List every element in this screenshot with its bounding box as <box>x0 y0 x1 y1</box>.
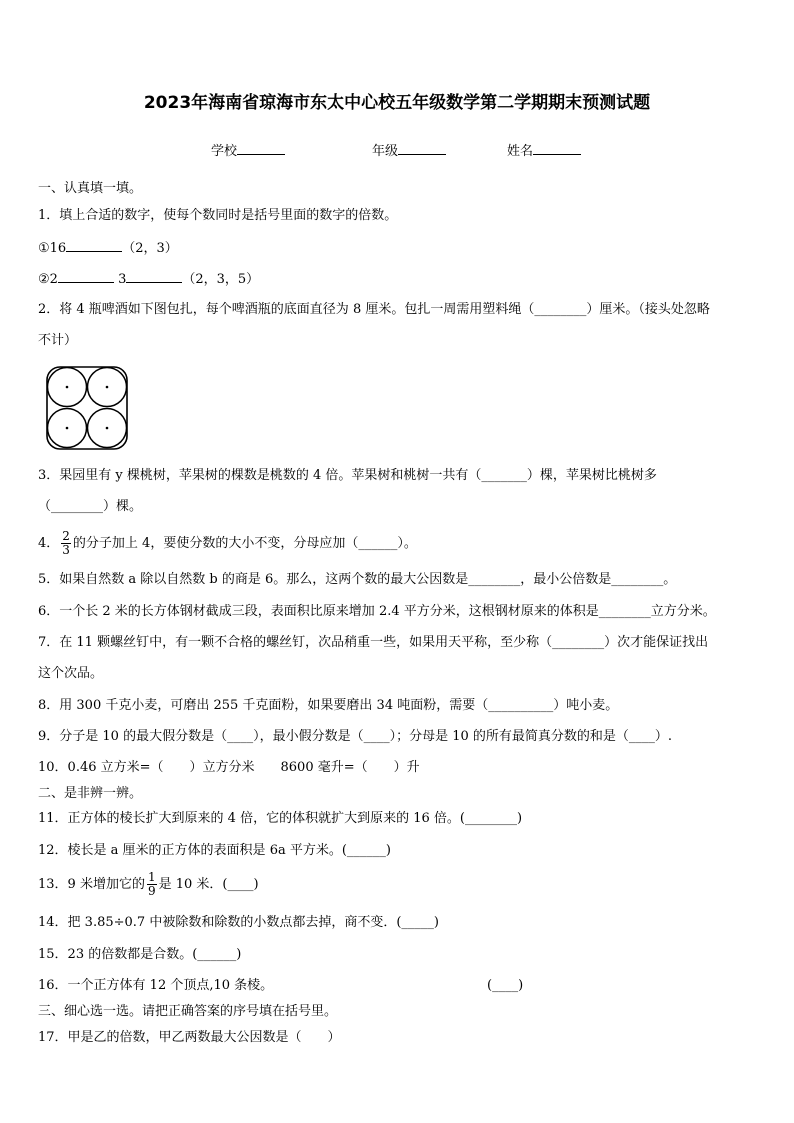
school-blank[interactable] <box>237 142 285 155</box>
circled-number-2: ② <box>38 272 50 287</box>
answer-blank[interactable] <box>126 270 182 283</box>
section-heading-3: 三、细心选一选。请把正确答案的序号填在括号里。 <box>38 1004 338 1019</box>
fraction-one-ninth: $\frac{1}{9}$ <box>147 870 156 898</box>
section-heading-1: 一、认真填一填。 <box>38 181 143 196</box>
grade-field <box>372 140 446 159</box>
question-3-line-2: （________）棵。 <box>38 499 143 514</box>
question-7-line-1: 7．在 11 颗螺丝钉中，有一颗不合格的螺丝钉，次品稍重一些，如果用天平称，至少称（________）次才能保证找出 <box>38 635 709 650</box>
name-label: 姓名 <box>507 144 534 159</box>
question-5: 5．如果自然数 a 除以自然数 b 的商是 6。那么，这两个数的最大公因数是________，最小公倍数是________。 <box>38 572 677 587</box>
question-6: 6．一个长 2 米的长方体钢材截成三段，表面积比原来增加 2.4 平方分米，这根钢材原来的体积是________立方分米。 <box>38 604 716 619</box>
four-bottles-figure <box>44 364 130 452</box>
answer-blank[interactable] <box>66 239 122 252</box>
question-7-line-2: 这个次品。 <box>38 666 104 681</box>
question-3-line-1: 3．果园里有 y 棵桃树，苹果树的棵数是桃数的 4 倍。苹果树和桃树一共有（_______）棵，苹果树比桃树多 <box>38 468 657 483</box>
question-15: 15．23 的倍数都是合数。(______) <box>38 947 242 962</box>
question-16-answer-blank[interactable]: (____) <box>487 978 524 993</box>
question-2-line-2: 不计） <box>38 333 78 348</box>
school-field <box>211 140 285 159</box>
question-8: 8．用 300 千克小麦，可磨出 255 千克面粉，如果要磨出 34 吨面粉，需要（__________）吨小麦。 <box>38 698 619 713</box>
fraction-two-thirds: $\frac{2}{3}$ <box>62 529 70 557</box>
circled-number-1: ① <box>38 241 50 256</box>
question-9: 9．分子是 10 的最大假分数是（____），最小假分数是（____）；分母是 10 的所有最简真分数的和是（____）. <box>38 729 673 744</box>
question-12: 12．棱长是 a 厘米的正方体的表面积是 6a 平方米。(______) <box>38 843 391 858</box>
question-13: 13．9 米增加它的 $\frac{1}{9}$ 是 10 米．(____) <box>38 870 259 898</box>
section-heading-2: 二、是非辨一辨。 <box>38 786 143 801</box>
grade-label: 年级 <box>372 144 399 159</box>
question-1: 1．填上合适的数字，使每个数同时是括号里面的数字的倍数。 <box>38 208 398 223</box>
question-14: 14．把 3.85÷0.7 中被除数和除数的小数点都去掉，商不变．(_____) <box>38 915 439 930</box>
question-1a: ①16 （2，3） <box>38 241 178 256</box>
name-blank[interactable] <box>533 142 581 155</box>
question-1b: ②2 3 （2，3，5） <box>38 272 260 287</box>
page-title: 2023年海南省琼海市东太中心校五年级数学第二学期期末预测试题 <box>143 93 651 113</box>
question-4: 4． $\frac{2}{3}$ 的分子加上 4，要使分数的大小不变，分母应加（______）。 <box>38 529 417 557</box>
name-field <box>507 140 581 159</box>
question-17: 17．甲是乙的倍数，甲乙两数最大公因数是（ ） <box>38 1030 341 1045</box>
question-11: 11．正方体的棱长扩大到原来的 4 倍，它的体积就扩大到原来的 16 倍。(________) <box>38 811 523 826</box>
school-label: 学校 <box>211 144 238 159</box>
answer-blank[interactable] <box>58 270 114 283</box>
question-10: 10．0.46 立方米=（ ）立方分米 8600 毫升=（ ）升 <box>38 760 420 775</box>
grade-blank[interactable] <box>398 142 446 155</box>
question-16: 16．一个正方体有 12 个顶点,10 条棱。 <box>38 978 274 993</box>
question-2-line-1: 2．将 4 瓶啤酒如下图包扎，每个啤酒瓶的底面直径为 8 厘米。包扎一周需用塑料绳（________）厘米。（接头处忽略 <box>38 302 710 317</box>
